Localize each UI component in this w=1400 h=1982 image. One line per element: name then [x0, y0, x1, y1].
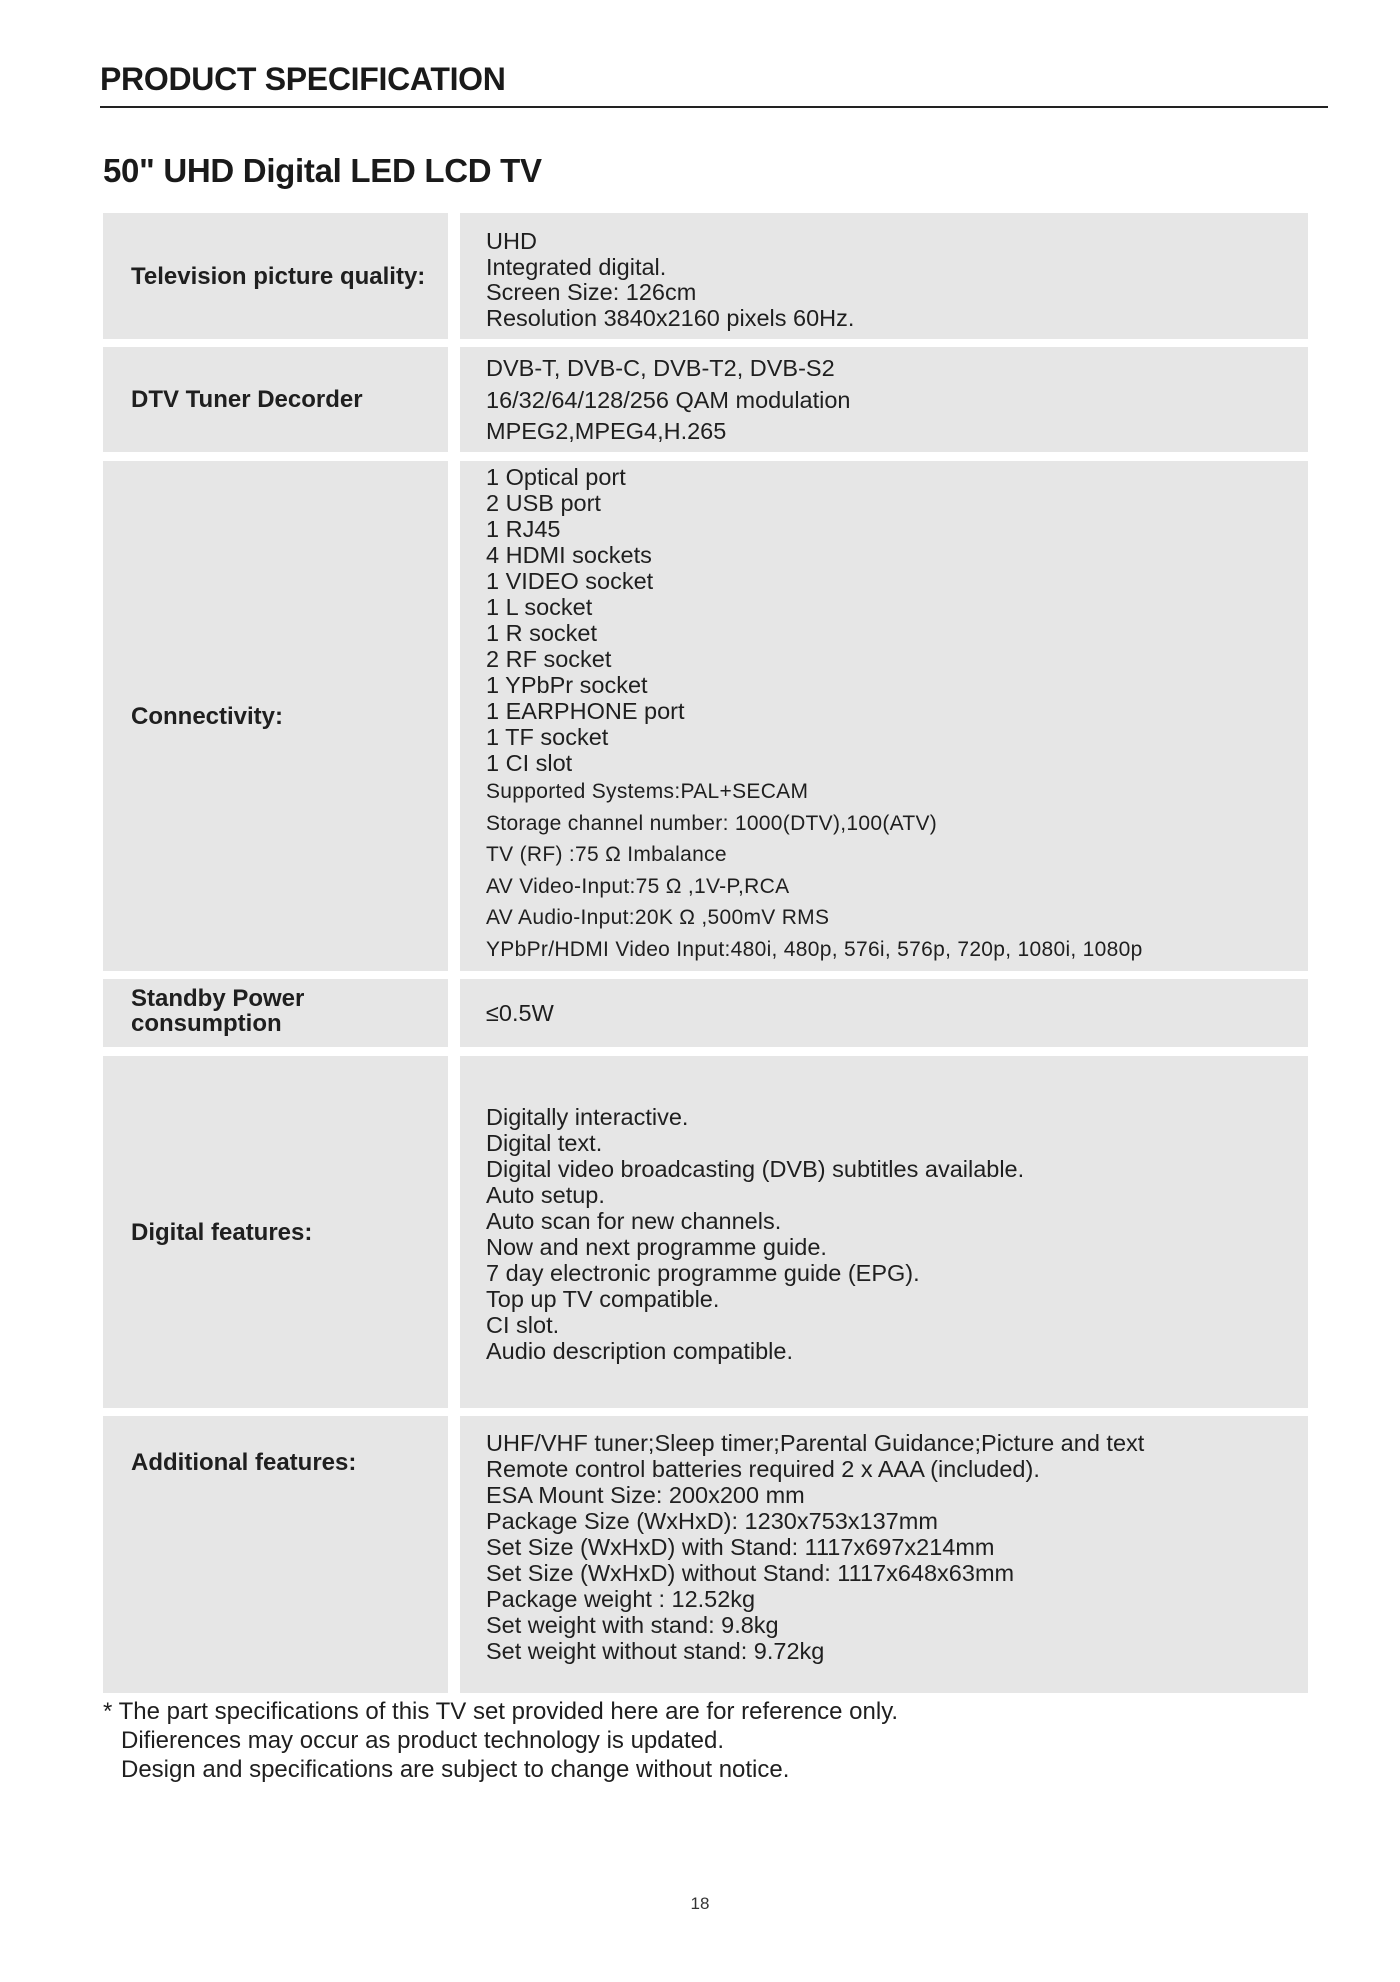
spec-value-line: Resolution 3840x2160 pixels 60Hz.: [486, 304, 855, 331]
spec-value: [460, 347, 1308, 452]
spec-label-line: Standby Power: [131, 985, 305, 1012]
footnote-line: Design and specifications are subject to change without notice.: [121, 1756, 790, 1783]
spec-value-line: 1 L socket: [486, 594, 593, 620]
spec-label: Television picture quality:: [103, 213, 448, 339]
spec-row-picture-quality: [103, 213, 1308, 339]
spec-value-line: DVB-T, DVB-C, DVB-T2, DVB-S2: [486, 355, 835, 381]
spec-value-line: Package Size (WxHxD): 1230x753x137mm: [486, 1508, 938, 1534]
spec-row-digital-features: [103, 1056, 1308, 1408]
spec-value-line: 1 R socket: [486, 620, 598, 646]
spec-value-line: 1 VIDEO socket: [486, 568, 654, 594]
header-title: PRODUCT SPECIFICATION: [100, 61, 506, 97]
spec-value-line: 1 YPbPr socket: [486, 672, 648, 698]
footnote: [103, 1697, 898, 1784]
spec-value-line: 1 CI slot: [486, 750, 573, 776]
spec-value: [460, 213, 1308, 339]
spec-value-line: ESA Mount Size: 200x200 mm: [486, 1482, 805, 1508]
spec-value-line: Supported Systems:PAL+SECAM: [486, 780, 809, 803]
spec-value-line: 4 HDMI sockets: [486, 542, 652, 568]
spec-row-standby-power: [103, 979, 1308, 1047]
footnote-line: Difierences may occur as product technology is updated.: [121, 1727, 724, 1754]
spec-label: DTV Tuner Decorder: [103, 347, 448, 452]
spec-value-line: Digitally interactive.: [486, 1104, 689, 1130]
spec-value-line: 16/32/64/128/256 QAM modulation: [486, 386, 851, 413]
spec-value: [460, 1056, 1308, 1408]
spec-value-line: Set weight with stand: 9.8kg: [486, 1612, 779, 1638]
page-header: [100, 58, 1328, 108]
spec-value-line: Set Size (WxHxD) with Stand: 1117x697x214mm: [486, 1534, 995, 1560]
spec-value-line: Storage channel number: 1000(DTV),100(ATV): [486, 811, 938, 835]
spec-value-line: CI slot.: [486, 1312, 560, 1338]
spec-value-line: Auto setup.: [486, 1182, 605, 1208]
spec-value-line: Auto scan for new channels.: [486, 1208, 782, 1234]
footnote-line: * The part specifications of this TV set provided here are for reference only.: [103, 1698, 899, 1725]
spec-value-line: Audio description compatible.: [486, 1338, 793, 1364]
port-list: [486, 464, 1308, 776]
spec-value-line: AV Video-Input:75 Ω ,1V-P,RCA: [486, 874, 790, 898]
spec-value-line: Set Size (WxHxD) without Stand: 1117x648x63mm: [486, 1560, 1015, 1586]
spec-value: [460, 979, 1308, 1047]
spec-value-line: UHD: [486, 228, 537, 254]
spec-value-line: Remote control batteries required 2 x AAA (included).: [486, 1456, 1040, 1482]
spec-value-line: TV (RF) :75 Ω Imbalance: [486, 843, 727, 866]
spec-value-line: 1 TF socket: [486, 724, 609, 750]
spec-value-line: ≤0.5W: [486, 999, 554, 1026]
spec-row-connectivity: [103, 461, 1308, 971]
spec-value-line: Digital video broadcasting (DVB) subtitles available.: [486, 1156, 1025, 1182]
spec-value-line: Digital text.: [486, 1130, 603, 1156]
spec-value-line: Top up TV compatible.: [486, 1286, 720, 1312]
page-number: 18: [690, 1894, 710, 1913]
spec-row-additional-features: [103, 1416, 1308, 1693]
spec-label-line: consumption: [131, 1010, 282, 1037]
spec-value-line: Integrated digital.: [486, 253, 667, 280]
spec-value-line: MPEG2,MPEG4,H.265: [486, 418, 727, 444]
spec-value-line: UHF/VHF tuner;Sleep timer;Parental Guidance;Picture and text: [486, 1430, 1145, 1456]
spec-value-line: 1 EARPHONE port: [486, 698, 685, 724]
spec-label: [103, 1416, 448, 1693]
spec-value-line: 1 Optical port: [486, 464, 626, 490]
spec-value-line: Now and next programme guide.: [486, 1234, 827, 1260]
spec-label: Connectivity:: [103, 461, 448, 971]
spec-label: [103, 979, 448, 1047]
spec-value: [460, 1416, 1308, 1693]
system-list: [486, 776, 1308, 965]
spec-label-text: Additional features:: [131, 1449, 357, 1476]
spec-label: Digital features:: [103, 1056, 448, 1408]
spec-value-line: AV Audio-Input:20K Ω ,500mV RMS: [486, 906, 830, 929]
spec-value-line: Set weight without stand: 9.72kg: [486, 1638, 825, 1664]
spec-value-line: Screen Size: 126cm: [486, 279, 697, 305]
product-title: 50" UHD Digital LED LCD TV: [103, 152, 542, 189]
spec-value-line: Package weight : 12.52kg: [486, 1586, 756, 1612]
spec-value: [460, 461, 1308, 971]
spec-value-line: 2 RF socket: [486, 646, 612, 672]
spec-value-line: YPbPr/HDMI Video Input:480i, 480p, 576i, 576p, 720p, 1080i, 1080p: [486, 937, 1143, 961]
spec-value-line: 7 day electronic programme guide (EPG).: [486, 1260, 920, 1286]
spec-row-dtv-tuner: [103, 347, 1308, 452]
spec-value-line: 2 USB port: [486, 490, 601, 516]
spec-value-line: 1 RJ45: [486, 516, 561, 542]
